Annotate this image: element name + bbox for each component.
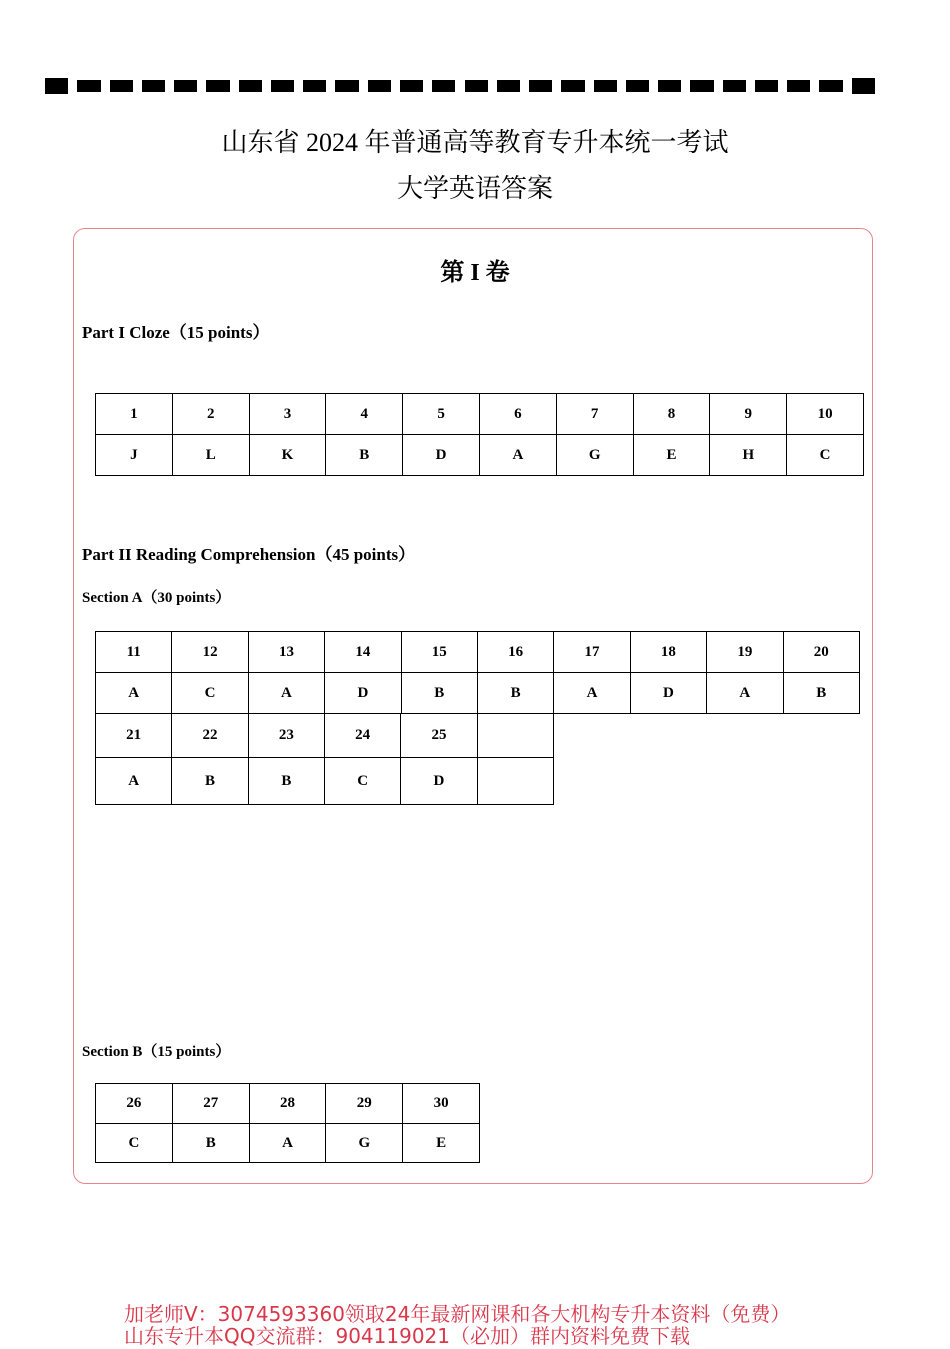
dash-segment bbox=[239, 80, 262, 92]
answer-cell: D bbox=[401, 758, 477, 805]
number-row bbox=[96, 714, 554, 758]
answer-cell: B bbox=[172, 758, 248, 805]
question-number: 8 bbox=[633, 394, 710, 435]
exam-subtitle: 大学英语答案 bbox=[396, 174, 553, 203]
answer-cell: B bbox=[401, 673, 477, 714]
question-number: 18 bbox=[630, 632, 706, 673]
dash-segment bbox=[77, 80, 100, 92]
question-number: 14 bbox=[325, 632, 401, 673]
dash-segment bbox=[723, 80, 746, 92]
answer-cell: E bbox=[633, 435, 710, 476]
question-number: 10 bbox=[787, 394, 864, 435]
answer-row bbox=[96, 1124, 480, 1163]
answer-cell: D bbox=[630, 673, 706, 714]
question-number: 17 bbox=[554, 632, 630, 673]
answer-cell: A bbox=[96, 673, 172, 714]
dash-segment bbox=[142, 80, 165, 92]
answer-cell: A bbox=[249, 1124, 326, 1163]
dash-segment bbox=[561, 80, 584, 92]
answer-cell: C bbox=[172, 673, 248, 714]
part1-heading: Part I Cloze（15 points） bbox=[82, 323, 270, 342]
question-number: 19 bbox=[707, 632, 783, 673]
answer-cell: G bbox=[556, 435, 633, 476]
exam-title: 山东省 2024 年普通高等教育专升本统一考试 bbox=[221, 128, 729, 157]
question-number: 23 bbox=[248, 714, 324, 758]
dash-segment bbox=[465, 80, 488, 92]
answer-cell bbox=[477, 758, 553, 805]
answer-cell: A bbox=[248, 673, 324, 714]
question-number: 4 bbox=[326, 394, 403, 435]
dash-segment bbox=[626, 80, 649, 92]
footer-group-line: 山东专升本QQ交流群：904119021（必加）群内资料免费下载 bbox=[124, 1324, 691, 1348]
question-number: 22 bbox=[172, 714, 248, 758]
answer-row bbox=[96, 673, 860, 714]
answer-cell: H bbox=[710, 435, 787, 476]
question-number: 21 bbox=[96, 714, 172, 758]
question-number bbox=[477, 714, 553, 758]
question-number: 2 bbox=[172, 394, 249, 435]
part2-heading: Part II Reading Comprehension（45 points） bbox=[82, 545, 416, 564]
answer-cell: D bbox=[403, 435, 480, 476]
dash-segment bbox=[529, 80, 552, 92]
dash-segment bbox=[400, 80, 423, 92]
question-number: 27 bbox=[172, 1084, 249, 1124]
question-number: 13 bbox=[248, 632, 324, 673]
question-number: 29 bbox=[326, 1084, 403, 1124]
answer-cell: C bbox=[324, 758, 400, 805]
dash-segment bbox=[497, 80, 520, 92]
dash-segment bbox=[303, 80, 326, 92]
dash-segment bbox=[45, 78, 68, 94]
answer-cell: C bbox=[787, 435, 864, 476]
number-row bbox=[96, 394, 864, 435]
number-row bbox=[96, 632, 860, 673]
question-number: 20 bbox=[783, 632, 859, 673]
section-b-table bbox=[95, 1083, 480, 1163]
question-number: 5 bbox=[403, 394, 480, 435]
question-number: 25 bbox=[401, 714, 477, 758]
answer-cell: D bbox=[325, 673, 401, 714]
number-row bbox=[96, 1084, 480, 1124]
answer-cell: J bbox=[96, 435, 173, 476]
question-number: 15 bbox=[401, 632, 477, 673]
dash-segment bbox=[690, 80, 713, 92]
question-number: 30 bbox=[403, 1084, 480, 1124]
question-number: 3 bbox=[249, 394, 326, 435]
answer-cell: E bbox=[403, 1124, 480, 1163]
question-number: 1 bbox=[96, 394, 173, 435]
dash-segment bbox=[206, 80, 229, 92]
answer-cell: A bbox=[96, 758, 172, 805]
answer-cell: C bbox=[96, 1124, 173, 1163]
dash-segment bbox=[335, 80, 358, 92]
footer-contact-line: 加老师V：3074593360领取24年最新网课和各大机构专升本资料（免费） bbox=[124, 1302, 791, 1326]
dash-segment bbox=[755, 80, 778, 92]
decorative-dash-border bbox=[45, 80, 875, 94]
dash-segment bbox=[819, 80, 842, 92]
answer-cell: K bbox=[249, 435, 326, 476]
volume-heading: 第 I 卷 bbox=[440, 260, 510, 286]
question-number: 11 bbox=[96, 632, 172, 673]
dash-segment bbox=[174, 80, 197, 92]
dash-segment bbox=[594, 80, 617, 92]
answer-cell: L bbox=[172, 435, 249, 476]
section-a-table-row2 bbox=[95, 713, 554, 805]
answer-cell: B bbox=[326, 435, 403, 476]
answer-row bbox=[96, 435, 864, 476]
dash-segment bbox=[658, 80, 681, 92]
dash-segment bbox=[432, 80, 455, 92]
dash-segment bbox=[852, 78, 875, 94]
question-number: 6 bbox=[479, 394, 556, 435]
dash-segment bbox=[368, 80, 391, 92]
question-number: 26 bbox=[96, 1084, 173, 1124]
answer-cell: B bbox=[248, 758, 324, 805]
question-number: 12 bbox=[172, 632, 248, 673]
dash-segment bbox=[110, 80, 133, 92]
answer-cell: A bbox=[554, 673, 630, 714]
section-a-table-row1 bbox=[95, 631, 860, 714]
answer-row bbox=[96, 758, 554, 805]
answer-cell: G bbox=[326, 1124, 403, 1163]
answer-cell: B bbox=[172, 1124, 249, 1163]
answer-cell: A bbox=[479, 435, 556, 476]
dash-segment bbox=[787, 80, 810, 92]
answer-cell: B bbox=[783, 673, 859, 714]
question-number: 9 bbox=[710, 394, 787, 435]
question-number: 7 bbox=[556, 394, 633, 435]
dash-segment bbox=[271, 80, 294, 92]
question-number: 16 bbox=[477, 632, 553, 673]
question-number: 24 bbox=[324, 714, 400, 758]
answer-cell: B bbox=[477, 673, 553, 714]
section-a-heading: Section A（30 points） bbox=[82, 590, 231, 606]
question-number: 28 bbox=[249, 1084, 326, 1124]
section-b-heading: Section B（15 points） bbox=[82, 1044, 231, 1060]
answer-cell: A bbox=[707, 673, 783, 714]
part1-answer-table bbox=[95, 393, 864, 476]
